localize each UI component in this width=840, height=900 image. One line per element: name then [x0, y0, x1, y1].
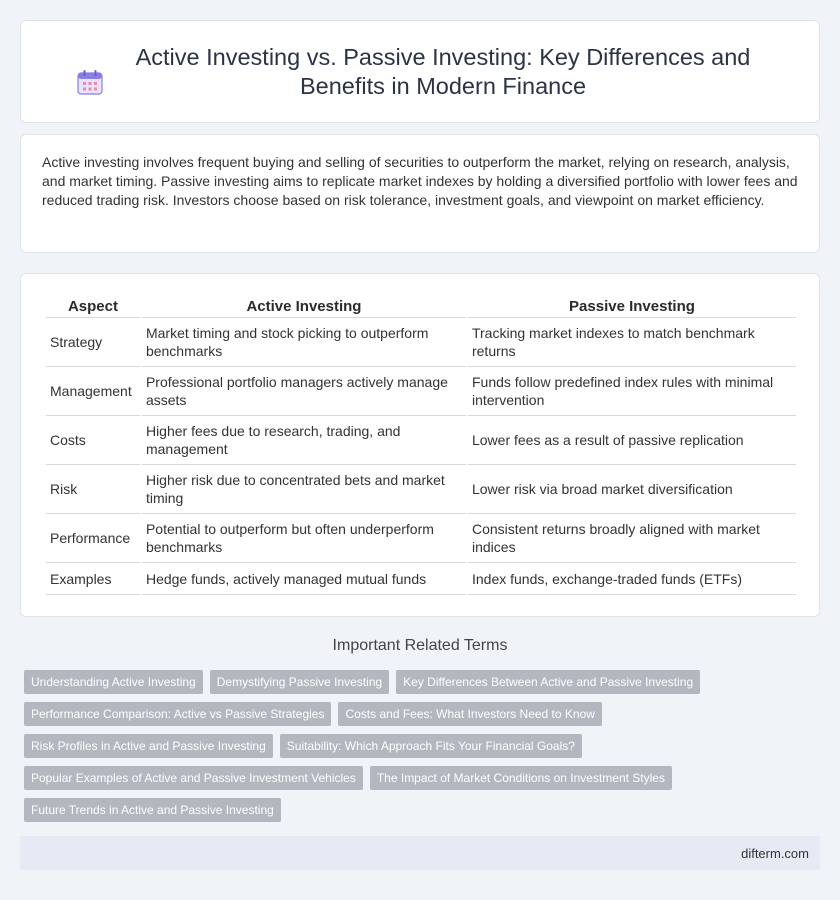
- intro-paragraph: Active investing involves frequent buying and selling of securities to outperform the market, relying on research, analysis, and market timing. Passive investing aims to replicate market indexes by holding a diversified portfolio with lower fees and reduced trading risk. Investors choose based on risk tolerance, investment goals, and viewpoint on market efficiency.: [42, 154, 798, 208]
- cell-active: Market timing and stock picking to outperform benchmarks: [142, 318, 466, 367]
- cell-aspect: Strategy: [46, 318, 140, 367]
- intro-card: [20, 134, 820, 253]
- cell-active: Hedge funds, actively managed mutual funds: [142, 563, 466, 595]
- cell-active: Higher risk due to concentrated bets and market timing: [142, 465, 466, 514]
- cell-active: Higher fees due to research, trading, and management: [142, 416, 466, 465]
- header-passive-investing: Passive Investing: [468, 295, 796, 318]
- cell-passive: Tracking market indexes to match benchmark returns: [468, 318, 796, 367]
- related-terms-tags: [24, 670, 784, 830]
- comparison-table: [44, 295, 798, 595]
- tag-understanding-active-investing[interactable]: Understanding Active Investing: [24, 670, 203, 694]
- comparison-table-card: [20, 273, 820, 617]
- table-row: [46, 563, 796, 595]
- footer: [20, 836, 820, 870]
- cell-aspect: Performance: [46, 514, 140, 563]
- table-row: [46, 514, 796, 563]
- cell-passive: Lower risk via broad market diversification: [468, 465, 796, 514]
- cell-passive: Lower fees as a result of passive replication: [468, 416, 796, 465]
- tag-suitability[interactable]: Suitability: Which Approach Fits Your Financial Goals?: [280, 734, 582, 758]
- page-title: Active Investing vs. Passive Investing: Key Differences and Benefits in Modern Finance: [135, 43, 751, 99]
- cell-active: Potential to outperform but often underperform benchmarks: [142, 514, 466, 563]
- table-row: [46, 465, 796, 514]
- table-row: [46, 367, 796, 416]
- calendar-icon: [77, 69, 103, 95]
- header-active-investing: Active Investing: [142, 295, 466, 318]
- header-aspect: Aspect: [46, 295, 140, 318]
- tag-costs-and-fees[interactable]: Costs and Fees: What Investors Need to Know: [338, 702, 601, 726]
- tag-key-differences[interactable]: Key Differences Between Active and Passive Investing: [396, 670, 700, 694]
- cell-aspect: Risk: [46, 465, 140, 514]
- related-terms-heading: Important Related Terms: [332, 637, 508, 654]
- title-wrap: [70, 43, 770, 101]
- tag-risk-profiles[interactable]: Risk Profiles in Active and Passive Investing: [24, 734, 273, 758]
- cell-aspect: Examples: [46, 563, 140, 595]
- tag-future-trends[interactable]: Future Trends in Active and Passive Investing: [24, 798, 281, 822]
- tag-market-conditions[interactable]: The Impact of Market Conditions on Investment Styles: [370, 766, 672, 790]
- cell-passive: Funds follow predefined index rules with minimal intervention: [468, 367, 796, 416]
- table-header-row: [46, 295, 796, 318]
- title-card: [20, 20, 820, 123]
- cell-aspect: Costs: [46, 416, 140, 465]
- cell-active: Professional portfolio managers actively manage assets: [142, 367, 466, 416]
- cell-passive: Consistent returns broadly aligned with market indices: [468, 514, 796, 563]
- table-row: [46, 318, 796, 367]
- table-row: [46, 416, 796, 465]
- tag-demystifying-passive-investing[interactable]: Demystifying Passive Investing: [210, 670, 389, 694]
- tag-performance-comparison[interactable]: Performance Comparison: Active vs Passive Strategies: [24, 702, 331, 726]
- tag-popular-examples[interactable]: Popular Examples of Active and Passive Investment Vehicles: [24, 766, 363, 790]
- footer-site-link[interactable]: difterm.com: [741, 845, 809, 861]
- cell-passive: Index funds, exchange-traded funds (ETFs): [468, 563, 796, 595]
- cell-aspect: Management: [46, 367, 140, 416]
